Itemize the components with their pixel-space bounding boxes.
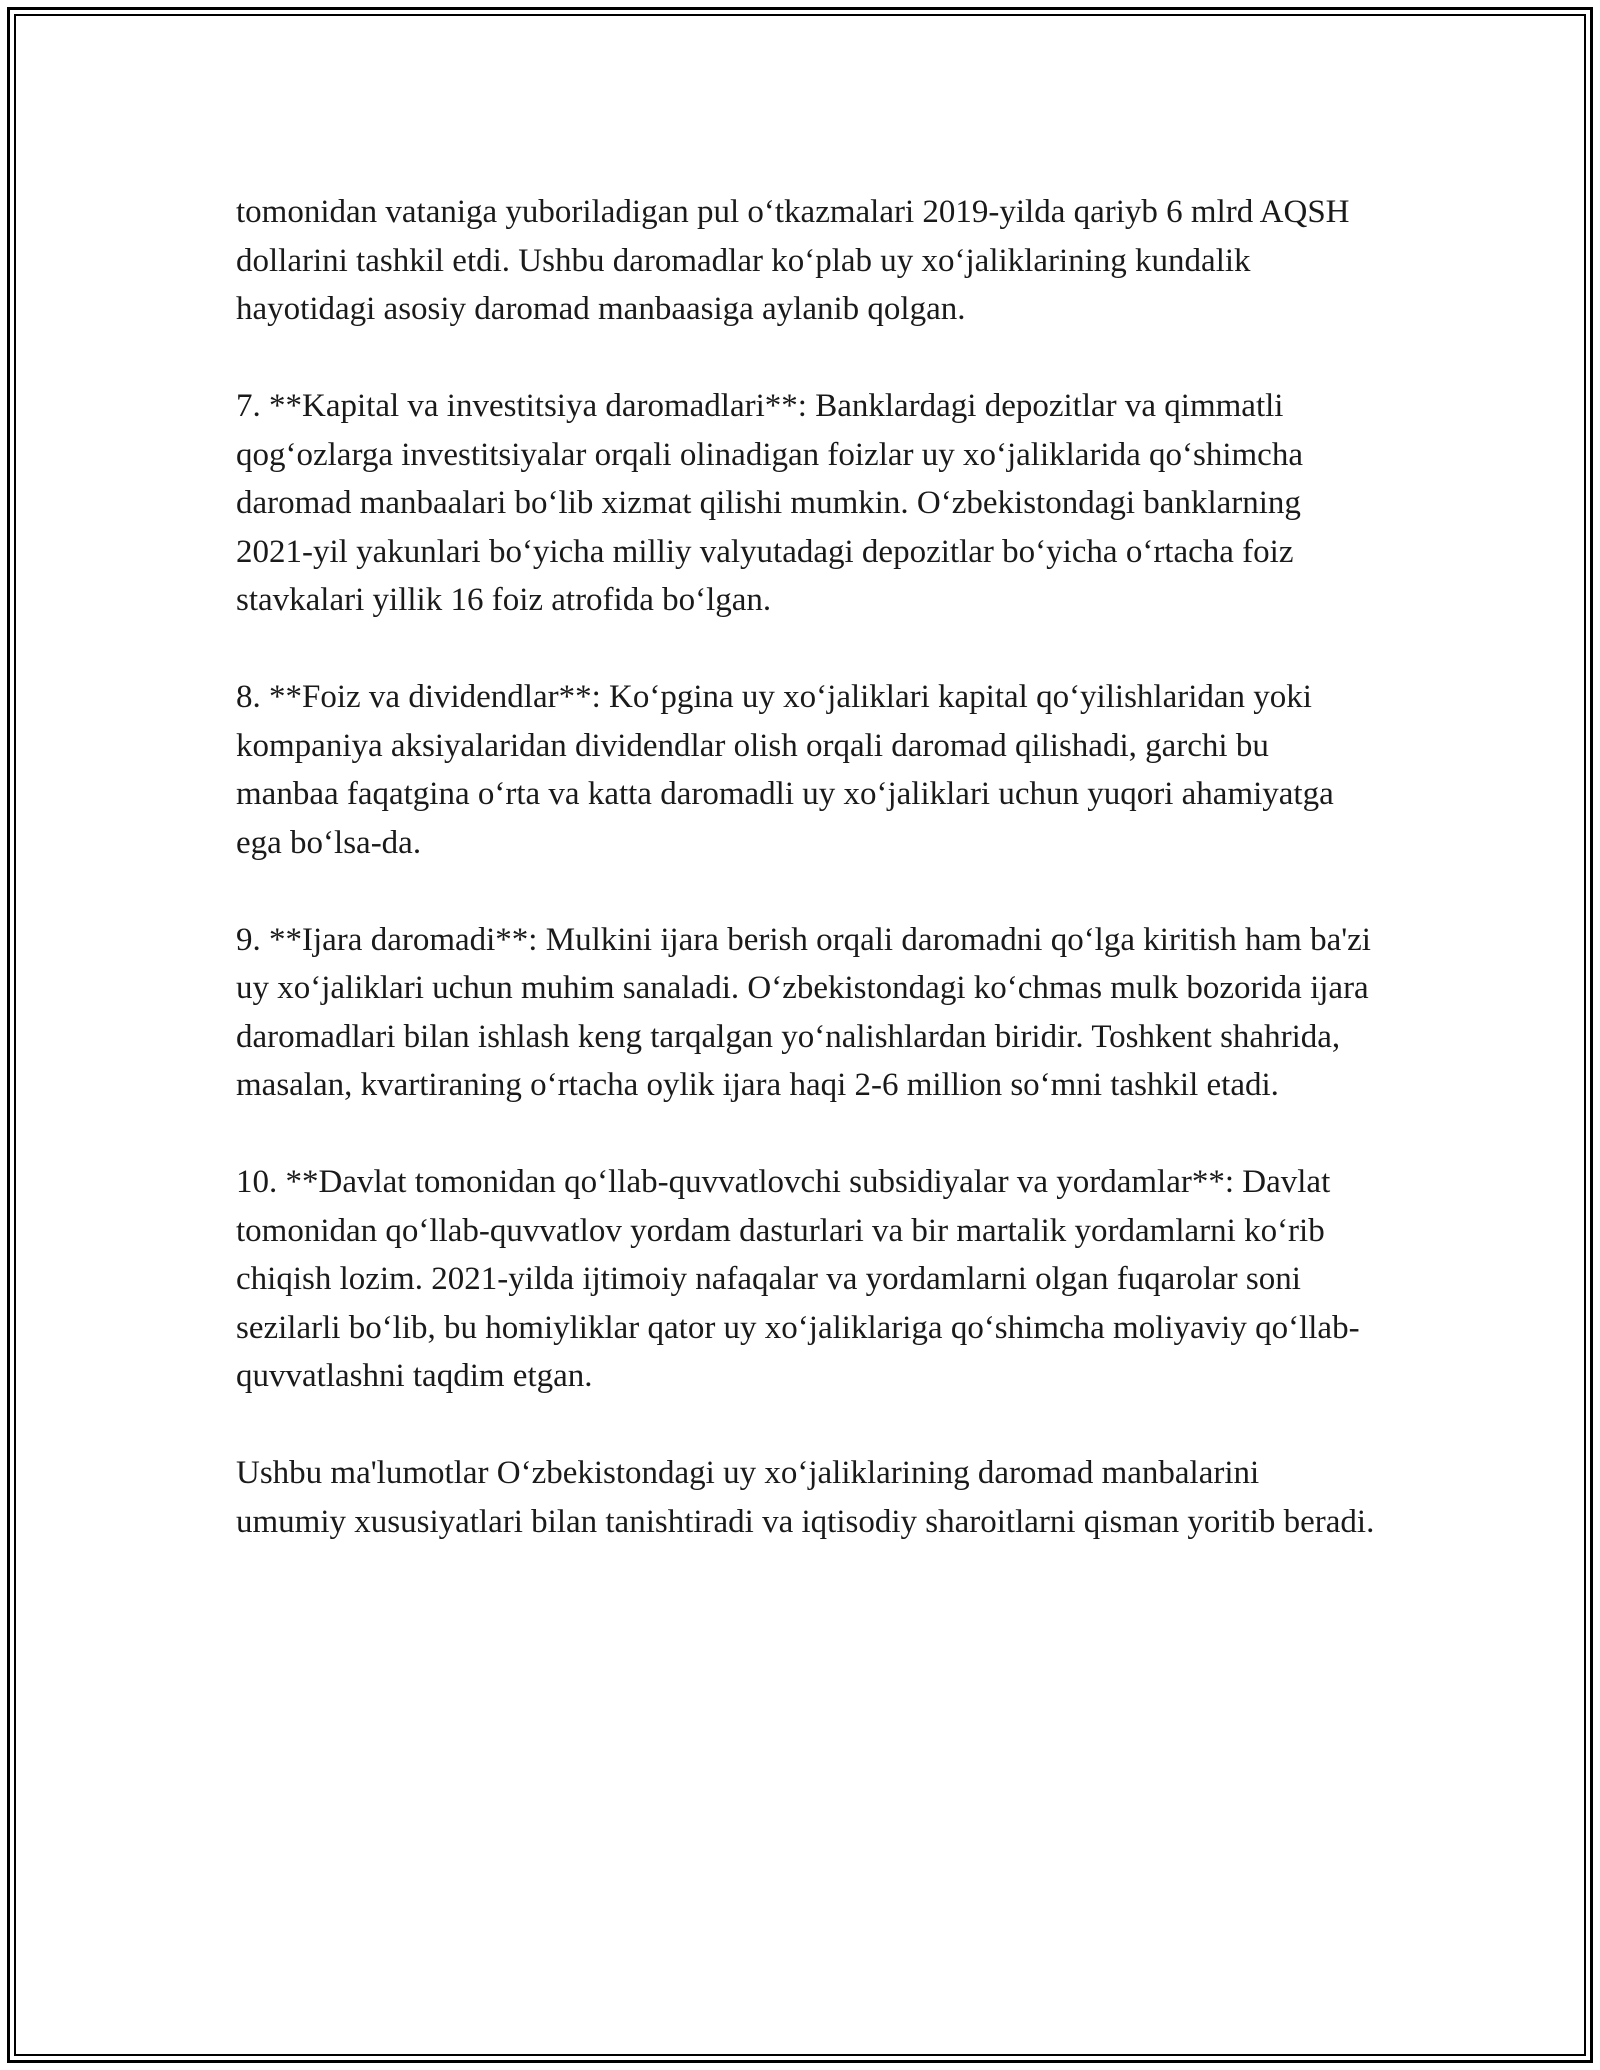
- paragraph-capital-investment-income: 7. **Kapital va investitsiya daromadlari**: Banklardagi depozitlar va qimmatli qog‘ozlarga investitsiyalar orqali olinadigan foizlar uy xo‘jaliklarida qo‘shimcha daromad manbaalari bo‘lib xizmat qilishi mumkin. O‘zbekistondagi banklarning 2021-yil yakunlari bo‘yicha milliy valyutadagi depozitlar bo‘yicha o‘rtacha foiz stavkalari yillik 16 foiz atrofida bo‘lgan.: [236, 388, 1303, 618]
- paragraph-conclusion: Ushbu ma'lumotlar O‘zbekistondagi uy xo‘jaliklarining daromad manbalarini umumiy xususiyatlari bilan tanishtiradi va iqtisodiy sharoitlarni qisman yoritib beradi.: [236, 1455, 1375, 1540]
- paragraph-remittances-continuation: tomonidan vataniga yuboriladigan pul o‘tkazmalari 2019-yilda qariyb 6 mlrd AQSH dollarini tashkil etdi. Ushbu daromadlar ko‘plab uy xo‘jaliklarining kundalik hayotidagi asosiy daromad manbaasiga aylanib qolgan.: [236, 194, 1350, 327]
- paragraph-government-subsidies: 10. **Davlat tomonidan qo‘llab-quvvatlovchi subsidiyalar va yordamlar**: Davlat tomonidan qo‘llab-quvvatlov yordam dasturlari va bir martalik yordamlarni ko‘rib chiqish lozim. 2021-yilda ijtimoiy nafaqalar va yordamlarni olgan fuqarolar soni sezilarli bo‘lib, bu homiyliklar qator uy xo‘jaliklariga qo‘shimcha moliyaviy qo‘llab-quvvatlashni taqdim etgan.: [236, 1164, 1360, 1394]
- paragraph-interest-dividends: 8. **Foiz va dividendlar**: Ko‘pgina uy xo‘jaliklari kapital qo‘yilishlaridan yoki kompaniya aksiyalaridan dividendlar olish orqali daromad qilishadi, garchi bu manbaa faqatgina o‘rta va katta daromadli uy xo‘jaliklari uchun yuqori ahamiyatga ega bo‘lsa-da.: [236, 679, 1334, 861]
- paragraph-rental-income: 9. **Ijara daromadi**: Mulkini ijara berish orqali daromadni qo‘lga kiritish ham ba'zi uy xo‘jaliklari uchun muhim sanaladi. O‘zbekistondagi ko‘chmas mulk bozorida ijara daromadlari bilan ishlash keng tarqalgan yo‘nalishlardan biridir. Toshkent shahrida, masalan, kvartiraning o‘rtacha oylik ijara haqi 2-6 million so‘mni tashkil etadi.: [236, 921, 1371, 1103]
- document-body: [236, 188, 1376, 1595]
